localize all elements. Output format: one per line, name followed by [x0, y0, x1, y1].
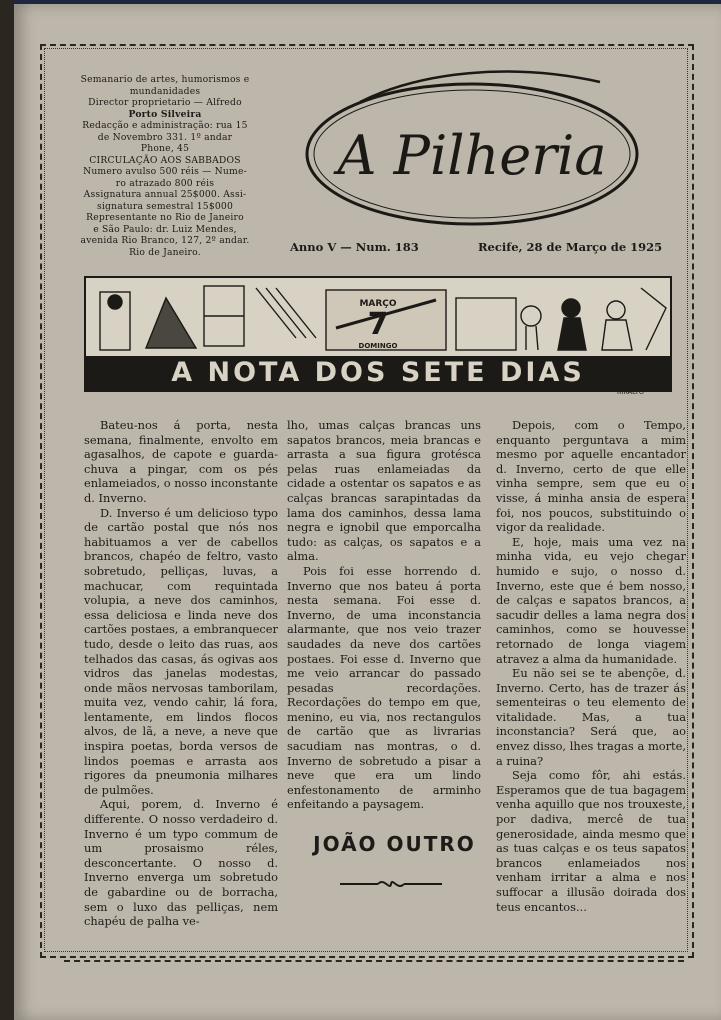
calendar-number: 7 — [367, 307, 389, 342]
section-banner — [84, 276, 672, 392]
info-line: Rio de Janeiro. — [129, 246, 201, 258]
article-column-2 — [287, 418, 481, 812]
magazine-logo — [300, 62, 645, 237]
masthead-info — [60, 74, 270, 258]
info-line: e São Paulo: dr. Luiz Mendes, — [93, 223, 237, 235]
info-line: Director proprietario — Alfredo — [88, 97, 242, 108]
paragraph: Seja como fôr, ahi estás. Esperamos que de tua bagagem venha aquillo que nos trouxeste, por dadiva, mercê de tua generosidade, ainda mesmo que as tuas calças e os teus sapatos brancos enlameiados nos venham irritar a alma e nos suffocar a illusão doirada dos teus encantos... — [496, 768, 686, 914]
paragraph: lho, umas calças brancas uns sapatos brancos, meia brancas e arrasta a sua figura grotésca pelas ruas enlameiadas da cidade a ostentar os sapatos e as calças brancas sarapintadas da lama dos caminhos, dessa lama negra e ignobil que emporcalha tudo: as calças, os sapatos e a alma. — [287, 418, 481, 564]
paragraph: Depois, com o Tempo, enquanto perguntava a mim mesmo por aquelle encantador d. Inverno, certo de que elle vinha sempre, sem que eu o visse, á minha ansia de espera foi, nos poucos, substituindo o vigor da realidade. — [496, 418, 686, 535]
article-column-3 — [496, 418, 686, 914]
ornament-icon — [338, 875, 444, 893]
info-line: avenida Rio Branco, 127, 2º andar. — [80, 235, 250, 246]
paragraph: Aqui, porem, d. Inverno é differente. O nosso verdadeiro d. Inverno é um typo commum de um prosaismo réles, desconcertante. O nosso d. Inverno enverga um sobretudo de gabardine ou de borracha, sem o luxo das pelliças, nem chapéu de palha ve- — [84, 797, 278, 929]
info-line: Redacção e administração: rua 15 — [82, 120, 248, 131]
info-line: Representante no Rio de Janeiro — [86, 212, 244, 223]
bottom-rule — [64, 960, 684, 962]
info-line: Numero avulso 500 réis — Nume- — [83, 166, 247, 177]
info-line: signatura semestral 15$000 — [96, 200, 234, 212]
dateline: Recife, 28 de Março de 1925 — [478, 240, 663, 254]
paragraph: Bateu-nos á porta, nesta semana, finalmente, envolto em agasalhos, de capote e guarda-chuva a pingar, com os pés enlameiados, o nosso inconstante d. Inverno. — [84, 418, 278, 505]
info-line: de Novembro 331. 1º andar — [97, 131, 233, 143]
paragraph: E, hoje, mais uma vez na minha vida, eu vejo chegar humido e sujo, o nosso d. Inverno, este que é bem nosso, de calças e sapatos brancos, a sacudir delles a lama negra dos caminhos, como se houvesse retornado de longa viagem atravez a alma da humanidade. — [496, 534, 686, 666]
article-column-1 — [84, 418, 278, 929]
info-line: Phone, 45 — [140, 143, 190, 154]
banner-title: A NOTA DOS SETE DIAS — [86, 356, 670, 390]
info-line: mundanidades — [129, 85, 201, 97]
info-line: ro atrazado 800 réis — [115, 177, 215, 189]
artist-signature: RIRALTO — [617, 388, 644, 396]
paragraph: Eu não sei se te abençõe, d. Inverno. Certo, has de trazer ás sementeiras o teu elemento de vitalidade. Mas, a tua inconstancia? Será que, ao envez disso, lhes tragas a morte, a ruina? — [496, 666, 686, 768]
logo-text: A Pilheria — [337, 124, 607, 187]
book-binding — [0, 0, 14, 1020]
info-line: Assignatura annual 25$000. Assi- — [83, 189, 247, 200]
banner-illustration — [86, 278, 670, 358]
info-line: Porto Silveira — [128, 108, 202, 120]
paragraph: D. Inverso é um delicioso typo de cartão postal que nós nos habituamos a ver de cabellos brancos, chapéo de feltro, vasto sobretudo, pelliças, luvas, a machucar, com requintada volupia, a neve dos caminhos, essa deliciosa e linda neve dos cartões postaes, a embranquecer tudo, desde o leito das ruas, aos telhados das casas, ás ogivas aos vidros das janelas modestas, onde mãos nervosas tamborilam, muita vez, vendo cahir, lá fora, lentamente, em lindos flocos alvos, de lã, a neve, a neve que inspira poetas, borda versos de lindos poemas e arrasta aos rigores da pneumonia milhares de pulmões. — [84, 505, 278, 797]
info-line: Semanario de artes, humorismos e — [80, 74, 250, 85]
calendar-day: DOMINGO — [358, 342, 398, 350]
issue-number: Anno V — Num. 183 — [290, 240, 419, 254]
calendar-word: MARÇO — [359, 299, 397, 309]
author-signature: JOÃO OUTRO — [313, 832, 476, 856]
paragraph: Pois foi esse horrendo d. Inverno que nos bateu á porta nesta semana. Foi esse d. Inverno, de uma inconstancia alarmante, que nos veio trazer saudades da neve dos cartões postaes. Foi esse d. Inverno que me veio arrancar do passado pesadas recordações. Recordações do tempo em que, menino, eu via, nos rectangulos de cartão que as livrarias sacudiam nas montras, o d. Inverno de sobretudo a pisar a neve que era um lindo enfestonamento de arminho enfeitando a paysagem. — [287, 563, 481, 812]
info-line: CIRCULAÇÃO AOS SABBADOS — [89, 154, 241, 166]
